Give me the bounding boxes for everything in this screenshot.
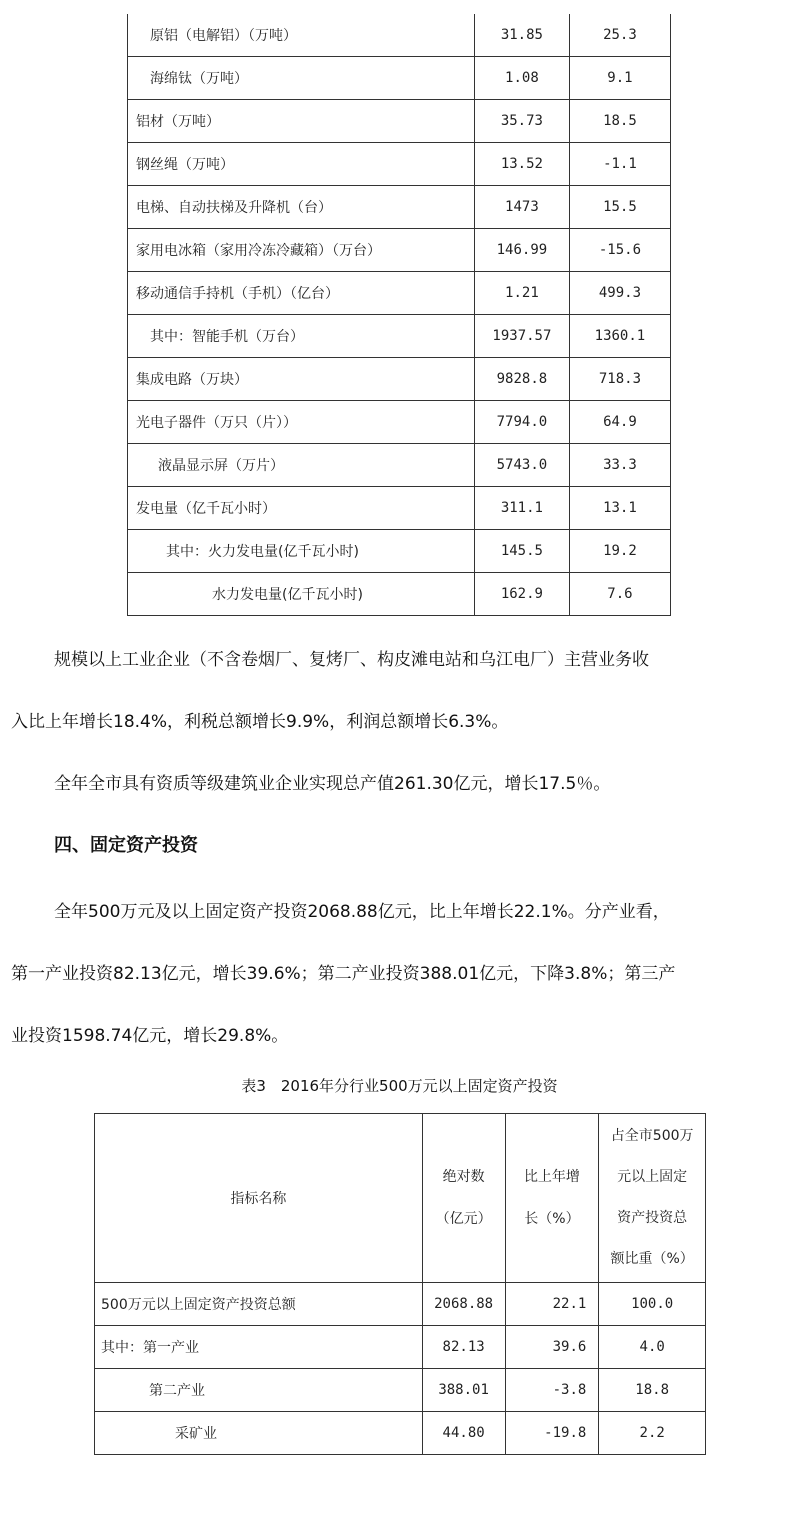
table-row (128, 57, 671, 100)
row-value: 9828.8 (474, 358, 569, 401)
row-value: 31.85 (474, 14, 569, 57)
paragraph-industry-line2: 入比上年增长18.4%，利税总额增长9.9%，利润总额增长6.3%。 (11, 712, 509, 732)
row-share: 4.0 (599, 1326, 706, 1369)
row-name: 钢丝绳（万吨） (128, 143, 475, 186)
row-growth: -1.1 (569, 143, 670, 186)
paragraph-construction: 全年全市具有资质等级建筑业企业实现总产值261.30亿元，增长17.5％。 (54, 774, 611, 794)
header-absolute (422, 1114, 505, 1283)
header-share-line1: 占全市500万 (610, 1128, 694, 1144)
row-value: 2068.88 (422, 1283, 505, 1326)
row-value: 44.80 (422, 1412, 505, 1455)
row-growth: 7.6 (569, 573, 670, 616)
table-row (128, 100, 671, 143)
row-growth: -15.6 (569, 229, 670, 272)
investment-table (94, 1113, 706, 1455)
row-name: 原铝（电解铝）（万吨） (128, 14, 475, 57)
row-value: 1.21 (474, 272, 569, 315)
table-row (95, 1283, 706, 1326)
row-name: 电梯、自动扶梯及升降机（台） (128, 186, 475, 229)
row-growth: 718.3 (569, 358, 670, 401)
row-name: 500万元以上固定资产投资总额 (95, 1283, 423, 1326)
row-value: 5743.0 (474, 444, 569, 487)
row-name: 发电量（亿千瓦小时） (128, 487, 475, 530)
production-table-body (128, 14, 671, 616)
row-growth: 499.3 (569, 272, 670, 315)
row-value: 82.13 (422, 1326, 505, 1369)
row-growth: 19.2 (569, 530, 670, 573)
table-row (128, 530, 671, 573)
table-row (128, 143, 671, 186)
row-name: 铝材（万吨） (128, 100, 475, 143)
investment-table-body (95, 1114, 706, 1455)
row-growth: 39.6 (505, 1326, 599, 1369)
table-row (128, 272, 671, 315)
row-value: 13.52 (474, 143, 569, 186)
table3-caption: 表3 2016年分行业500万元以上固定资产投资 (241, 1077, 558, 1095)
row-name: 移动通信手持机（手机）（亿台） (128, 272, 475, 315)
row-growth: 25.3 (569, 14, 670, 57)
table-row (128, 444, 671, 487)
table-row (95, 1326, 706, 1369)
row-value: 162.9 (474, 573, 569, 616)
table-row (128, 487, 671, 530)
row-name: 其中：智能手机（万台） (128, 315, 475, 358)
table-row (95, 1369, 706, 1412)
header-share-line2: 元以上固定 (617, 1169, 688, 1185)
row-growth: 9.1 (569, 57, 670, 100)
header-share-line3: 资产投资总 (617, 1210, 688, 1226)
row-name: 海绵钛（万吨） (128, 57, 475, 100)
row-value: 7794.0 (474, 401, 569, 444)
table-row (128, 358, 671, 401)
header-share-line4: 额比重（%） (610, 1251, 694, 1267)
paragraph-investment-line1: 全年500万元及以上固定资产投资2068.88亿元，比上年增长22.1%。分产业看， (54, 902, 670, 922)
header-growth-line2: 长（%） (524, 1211, 580, 1227)
row-name: 其中：第一产业 (95, 1326, 423, 1369)
row-name: 光电子器件（万只（片）） (128, 401, 475, 444)
row-growth: 13.1 (569, 487, 670, 530)
table-row (128, 315, 671, 358)
row-name: 采矿业 (95, 1412, 423, 1455)
table-row (128, 573, 671, 616)
row-value: 35.73 (474, 100, 569, 143)
table-row (128, 229, 671, 272)
row-growth: -3.8 (505, 1369, 599, 1412)
table-header-row (95, 1114, 706, 1283)
row-value: 388.01 (422, 1369, 505, 1412)
production-table (127, 14, 671, 616)
row-value: 146.99 (474, 229, 569, 272)
row-growth: 1360.1 (569, 315, 670, 358)
table-row (128, 14, 671, 57)
row-growth: 64.9 (569, 401, 670, 444)
header-absolute-line1: 绝对数 (442, 1169, 485, 1185)
row-growth: 22.1 (505, 1283, 599, 1326)
section-heading: 四、固定资产投资 (54, 835, 198, 856)
header-name: 指标名称 (95, 1114, 423, 1283)
row-name: 集成电路（万块） (128, 358, 475, 401)
row-name: 家用电冰箱（家用冷冻冷藏箱）（万台） (128, 229, 475, 272)
row-share: 100.0 (599, 1283, 706, 1326)
row-value: 311.1 (474, 487, 569, 530)
paragraph-investment-line3: 业投资1598.74亿元，增长29.8%。 (11, 1026, 289, 1046)
row-name: 其中：火力发电量(亿千瓦小时) (128, 530, 475, 573)
paragraph-industry-line1: 规模以上工业企业（不含卷烟厂、复烤厂、构皮滩电站和乌江电厂）主营业务收 (54, 650, 649, 670)
row-name: 水力发电量(亿千瓦小时) (128, 573, 475, 616)
row-name: 第二产业 (95, 1369, 423, 1412)
table-row (128, 401, 671, 444)
row-growth: 15.5 (569, 186, 670, 229)
row-growth: -19.8 (505, 1412, 599, 1455)
header-growth (505, 1114, 599, 1283)
table-row (128, 186, 671, 229)
row-name: 液晶显示屏（万片） (128, 444, 475, 487)
row-share: 2.2 (599, 1412, 706, 1455)
header-absolute-line2: （亿元） (435, 1211, 492, 1227)
header-growth-line1: 比上年增 (523, 1169, 580, 1185)
row-value: 1.08 (474, 57, 569, 100)
row-growth: 18.5 (569, 100, 670, 143)
paragraph-investment-line2: 第一产业投资82.13亿元，增长39.6%；第二产业投资388.01亿元，下降3.8%；第三产 (11, 964, 676, 984)
row-growth: 33.3 (569, 444, 670, 487)
row-value: 145.5 (474, 530, 569, 573)
table-row (95, 1412, 706, 1455)
header-share (599, 1114, 706, 1283)
row-share: 18.8 (599, 1369, 706, 1412)
row-value: 1473 (474, 186, 569, 229)
row-value: 1937.57 (474, 315, 569, 358)
